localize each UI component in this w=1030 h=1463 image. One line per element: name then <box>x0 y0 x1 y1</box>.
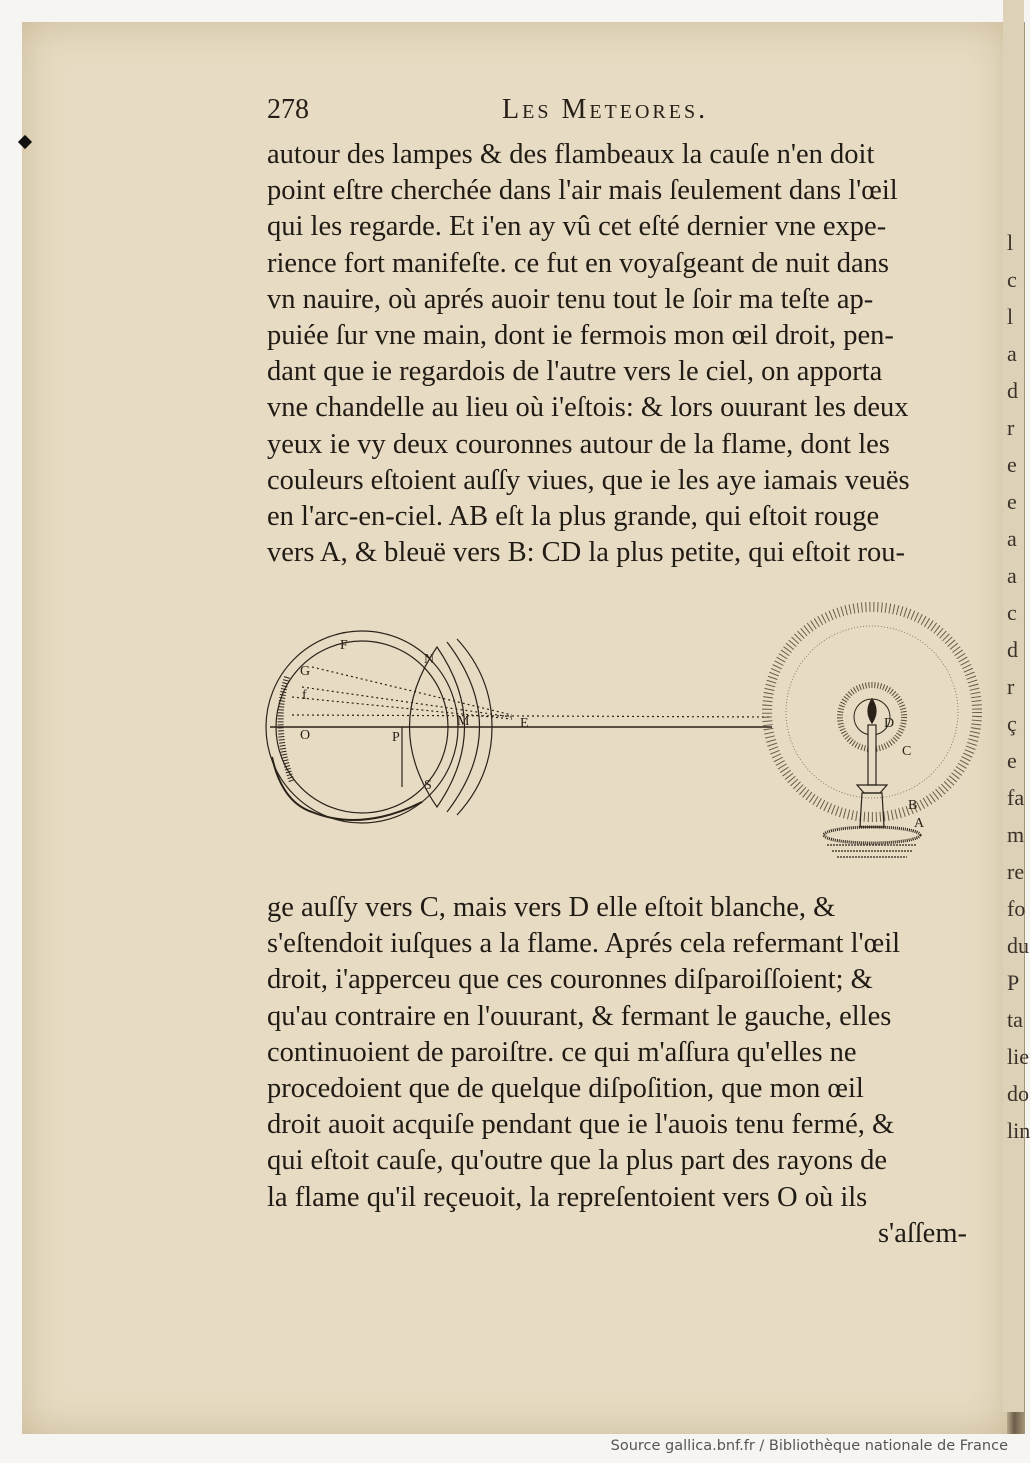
text-line: point eſtre cherchée dans l'air mais ſeulement dans l'œil <box>267 175 898 207</box>
next-page-fragment: e <box>1007 748 1017 773</box>
next-page-fragment: ta <box>1007 1007 1023 1032</box>
next-page-fragment: P <box>1007 970 1020 995</box>
text-line: ge auſſy vers C, mais vers D elle eſtoit blanche, & <box>267 892 836 923</box>
label-M: M <box>457 714 470 729</box>
book-page <box>22 22 1007 1434</box>
text-before-figure <box>267 137 967 571</box>
label-P: P <box>392 730 400 745</box>
text-line: la flame qu'il reçeuoit, la repreſentoient vers O où ils <box>267 1181 868 1213</box>
text-line: droit auoit acquiſe pendant que ie l'auois tenu fermé, & <box>267 1109 895 1141</box>
page-marker <box>18 135 32 149</box>
candle <box>868 725 876 785</box>
catchword: s'aſſem- <box>877 1217 967 1249</box>
next-page-edge <box>1003 0 1030 1412</box>
label-N: N <box>424 652 435 667</box>
label-F: F <box>340 638 348 653</box>
next-page-fragment: d <box>1007 378 1018 403</box>
candle-flame <box>868 699 876 723</box>
text-line: vne chandelle au lieu où i'eſtois: & lors ouurant les deux <box>267 392 909 424</box>
text-line: procedoient que de quelque diſpoſition, que mon œil <box>267 1073 864 1105</box>
text-line: rience fort manifeſte. ce fut en voyaſgeant de nuit dans <box>267 247 889 279</box>
next-page-fragment: c <box>1007 267 1017 292</box>
eye-socket <box>272 757 422 820</box>
page-header <box>267 94 987 134</box>
next-page-fragment: e <box>1007 452 1017 477</box>
next-page-fragment: c <box>1007 600 1017 625</box>
next-page-fragment: a <box>1007 563 1017 588</box>
label-B: B <box>908 798 918 813</box>
next-page-fragment: r <box>1007 415 1015 440</box>
label-f: f <box>302 688 307 703</box>
text-line: qu'au contraire en l'ouurant, & fermant le gauche, elles <box>267 1000 892 1032</box>
text-line: yeux ie vy deux couronnes autour de la flame, dont les <box>267 428 890 460</box>
next-page-fragment: e <box>1007 489 1017 514</box>
running-title: Les Meteores. <box>502 94 709 125</box>
next-page-fragment: l <box>1007 230 1014 255</box>
label-C: C <box>902 744 912 759</box>
next-page-fragment: re <box>1007 859 1025 884</box>
label-S: S <box>424 778 432 793</box>
text-line: continuoient de paroiſtre. ce qui m'aſſura qu'elles ne <box>267 1036 857 1068</box>
candle-base <box>824 827 920 843</box>
next-page-fragment: d <box>1007 637 1018 662</box>
next-page-fragment: a <box>1007 341 1017 366</box>
text-line: couleurs eſtoient auſſy viues, que ie les aye iamais veuës <box>267 464 910 496</box>
text-line: autour des lampes & des flambeaux la cauſe n'en doit <box>267 139 875 170</box>
next-page-fragment: fa <box>1007 785 1025 810</box>
next-page-fragment: fo <box>1007 896 1026 921</box>
figure-svg <box>252 587 972 892</box>
next-page-fragment: m <box>1007 822 1025 847</box>
text-line: droit, i'apperceu que ces couronnes diſparoiſſoient; & <box>267 964 873 996</box>
label-O: O <box>300 728 311 743</box>
next-page-fragment: do <box>1007 1081 1029 1106</box>
source-credit: Source gallica.bnf.fr / Bibliothèque nationale de France <box>610 1438 1008 1454</box>
text-line: vers A, & bleuë vers B: CD la plus petite, qui eſtoit rou- <box>267 537 905 569</box>
eye-hatching <box>281 677 292 782</box>
next-page-fragment: ç <box>1007 711 1017 736</box>
text-line: s'eſtendoit iuſques a la flame. Aprés cela refermant l'œil <box>267 928 901 960</box>
next-page-fragment: l <box>1007 304 1014 329</box>
text-line: qui eſtoit cauſe, qu'outre que la plus part des rayons de <box>267 1145 888 1177</box>
page-number: 278 <box>267 94 309 125</box>
text-line: en l'arc-en-ciel. AB eſt la plus grande, qui eſtoit rouge <box>267 501 880 533</box>
text-after-figure <box>267 890 967 1252</box>
next-page-fragment: du <box>1007 933 1029 958</box>
text-line: puiée ſur vne main, dont ie fermois mon œil droit, pen- <box>267 320 894 352</box>
eye-candle-figure <box>252 587 972 892</box>
next-page-fragment: lie <box>1007 1044 1029 1069</box>
next-page-fragment: lin <box>1007 1118 1030 1143</box>
label-A: A <box>914 816 925 831</box>
text-line: dant que ie regardois de l'autre vers le ciel, on apporta <box>267 356 883 388</box>
next-page-fragment: r <box>1007 674 1015 699</box>
footer-bar <box>0 1434 1024 1463</box>
text-line: vn nauire, où aprés auoir tenu tout le ſoir ma teſte ap- <box>267 283 874 315</box>
text-line: qui les regarde. Et i'en ay vû cet eſté dernier vne expe- <box>267 211 887 243</box>
label-G: G <box>300 664 311 679</box>
label-E: E <box>520 716 529 731</box>
next-page-fragment: a <box>1007 526 1017 551</box>
label-D: D <box>884 716 895 731</box>
